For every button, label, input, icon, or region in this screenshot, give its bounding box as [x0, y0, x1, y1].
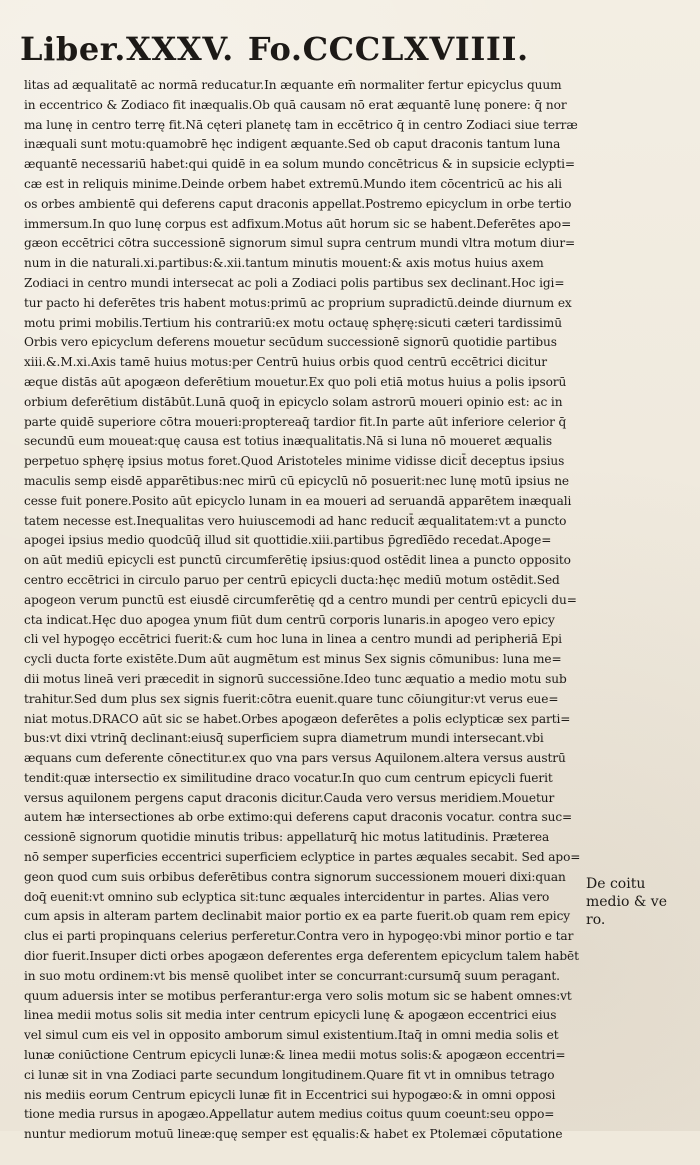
body-line: apogei ipsius medio quodcūq̄ illud sit quottidie.xiii.partibus p̄gredīēdo recedat.Apoge= [24, 533, 552, 548]
body-line: ma lunę in centro terrę fit.Nā cęteri planetę tam in eccētrico q̄ in centro Zodiaci siue terræ [24, 117, 578, 132]
body-line: æque distās aūt apogæon deferētium mouetur.Ex quo poli etiā motus huius a polis ipsorū [24, 374, 567, 389]
body-line: maculis semp eisdē apparētibus:nec mirū cū epicyclū nō posuerit:nec lunę motū ipsius ne [24, 473, 569, 488]
body-line: versus aquilonem pergens caput draconis dicitur.Cauda vero versus meridiem.Mouetur [24, 790, 555, 805]
body-line: nis mediis eorum Centrum epicycli lunæ fit in Eccentrici sui hypogæo:& in omni opposi [24, 1087, 556, 1102]
body-line: tendit:quæ intersectio ex similitudine draco vocatur.In quo cum centrum epicycli fuerit [24, 770, 553, 785]
margin-note-line: ro. [586, 912, 606, 928]
body-line: clus ei parti propinquans celerius perferetur.Contra vero in hypogęo:vbi minor portio e tar [24, 929, 574, 944]
body-line: vel simul cum eis vel in opposito amborum simul existentium.Itaq̄ in omni media solis et [24, 1028, 559, 1043]
body-line: niat motus.DRACO aūt sic se habet.Orbes apogæon deferētes a polis eclypticæ sex parti= [24, 711, 571, 726]
body-line: orbium deferētium distābūt.Lunā quoq̄ in epicyclo solam astrorū moueri opinio est: ac in [24, 394, 563, 409]
body-line: xiii.&.M.xi.Axis tamē huius motus:per Centrū huius orbis quod centrū eccētrici dicitur [24, 355, 547, 370]
page-header [20, 30, 550, 76]
body-line: cycli ducta forte existēte.Dum aūt augmētum est minus Sex signis cōmunibus: luna me= [24, 652, 562, 667]
body-line: inæquali sunt motu:quamobrē hęc indigent æquante.Sed ob caput draconis tantum luna [24, 137, 561, 152]
body-line: quum aduersis inter se motibus perferantur:erga vero solis motum sic se habent omnes:vt [24, 988, 572, 1003]
body-line: tatem necesse est.Inequalitas vero huiuscemodi ad hanc reducit̄ æqualitatem:vt a puncto [24, 513, 567, 528]
body-line: ci lunæ sit in vna Zodiaci parte secundum longitudinem.Quare fit vt in omnibus tetrago [24, 1067, 555, 1082]
body-line: nō semper superficies eccentrici superficiem eclyptice in partes æquales secabit. Sed apo= [24, 850, 581, 865]
body-line: cesse fuit ponere.Posito aūt epicyclo lunam in ea moueri ad seruandā apparētem inæquali [24, 493, 572, 508]
body-line: æquantē necessariū habet:qui quidē in ea solum mundo concētricus & in supsicie eclypti= [24, 157, 575, 172]
body-line: motu primi mobilis.Tertium his contrariū:ex motu octauę sphęrę:sicuti cæteri tardissimū [24, 315, 562, 330]
body-line: nuntur mediorum motuū lineæ:quę semper est ęqualis:& habet ex Ptolemæi cōputatione [24, 1127, 563, 1142]
body-text [24, 76, 582, 1165]
body-line: centro eccētrici in circulo paruo per centrū epicycli ducta:hęc mediū motum ostēdit.Sed [24, 572, 560, 587]
margin-note-line: medio & ve [586, 894, 667, 910]
body-line: linea medii motus solis sit media inter centrum epicycli lunę & apogæon eccentrici eius [24, 1008, 557, 1023]
body-line: cli vel hypogęo eccētrici fuerit:& cum hoc luna in linea a centro mundi ad peripheriā Epi [24, 632, 562, 647]
body-line: tur pacto hi deferētes tris habent motus:primū ac proprium supradictū.deinde diurnum ex [24, 295, 572, 310]
body-line [24, 1145, 582, 1165]
body-line: os orbes ambientē qui deferens caput draconis appellat.Postremo epicyclum in orbe tertio [24, 196, 572, 211]
body-line: dior fuerit.Insuper dicti orbes apogæon deferentes erga deferentem epicyclum talem habēt [24, 949, 579, 964]
body-line: autem hæ intersectiones ab orbe extimo:qui deferens caput draconis vocatur. contra suc= [24, 810, 573, 825]
body-line: dii motus lineā veri præcedit in signorū successiōne.Ideo tunc æquatio a medio motu sub [24, 671, 567, 686]
body-line: litas ad æqualitatē ac normā reducatur.In æquante em̄ normaliter fertur epicyclus quum [24, 78, 562, 92]
body-line: on aūt mediū epicycli est punctū circumferētię ipsius:quod ostēdit linea a puncto opposito [24, 553, 571, 568]
body-line: perpetuo sphęrę ipsius motus foret.Quod Aristoteles minime vidisse dicit̄ deceptus ipsius [24, 454, 565, 469]
body-line: doq̄ euenit:vt omnino sub eclyptica sit:tunc æquales intercidentur in partes. Alias vero [24, 889, 550, 904]
body-line: geon quod cum suis orbibus deferētibus contra signorum successionem moueri dixi:quan [24, 869, 566, 884]
body-line: cta indicat.Hęc duo apogea ynum fiūt dum centrū corporis lunaris.in apogeo vero epicy [24, 612, 555, 627]
body-line: cum apsis in alteram partem declinabit maior portio ex ea parte fuerit.ob quam rem epicy [24, 909, 571, 924]
body-line: in suo motu ordinem:vt bis mensē quolibet inter se concurrant:cursumq̄ suum peragant. [24, 968, 560, 983]
body-line: Zodiaci in centro mundi intersecat ac poli a Zodiaci polis partibus sex declinant.Hoc igi= [24, 275, 565, 290]
body-line: æquans cum deferente cōnectitur.ex quo vna pars versus Aquilonem.altera versus austrū [24, 751, 566, 766]
body-line: secundū eum moueat:quę causa est totius inæqualitatis.Nā si luna nō moueret æqualis [24, 434, 553, 449]
body-line: in eccentrico & Zodiaco fit inæqualis.Ob quā causam nō erat æquantē lunę ponere: q̄ nor [24, 97, 567, 112]
margin-note [586, 875, 670, 929]
body-line: gæon eccētrici cōtra successionē signorum simul supra centrum mundi vltra motum diur= [24, 236, 576, 251]
body-line: trahitur.Sed dum plus sex signis fuerit:cōtra euenit.quare tunc cōiungitur:vt verus eue= [24, 691, 559, 706]
body-line: num in die naturali.xi.partibus:&.xii.tantum minutis mouent:& axis motus huius axem [24, 256, 544, 271]
body-line: tione media rursus in apogæo.Appellatur autem medius coitus quum coeunt:seu oppo= [24, 1107, 555, 1122]
body-line: apogeon verum punctū est eiusdē circumferētię qd a centro mundi per centrū epicycli du= [24, 592, 577, 607]
margin-note-line: De coitu [586, 876, 646, 892]
body-line: parte quidē superiore cōtra moueri:proptereaq̄ tardior fit.In parte aūt inferiore celerior q̄ [24, 414, 567, 429]
body-line: cessionē signorum quotidie minutis tribus: appellaturq̄ hic motus latitudinis. Præterea [24, 830, 550, 845]
body-line: cæ est in reliquis minime.Deinde orbem habet extremū.Mundo item cōcentricū ac his ali [24, 176, 562, 191]
body-line: immersum.In quo lunę corpus est adfixum.Motus aūt horum sic se habent.Deferētes apo= [24, 216, 572, 231]
body-line: Orbis vero epicyclum deferens mouetur secūdum successionē signorū quotidie partibus [24, 335, 557, 350]
body-line: lunæ coniūctione Centrum epicycli lunæ:& linea medii motus solis:& apogæon eccentri= [24, 1048, 566, 1063]
liber-heading: Liber.XXXV. [20, 30, 234, 68]
body-line: bus:vt dixi vtrinq̄ declinant:eiusq̄ superficiem supra diametrum mundi intersecant.vbi [24, 731, 544, 746]
folio-number: Fo.CCCLXVIIII. [247, 30, 529, 68]
